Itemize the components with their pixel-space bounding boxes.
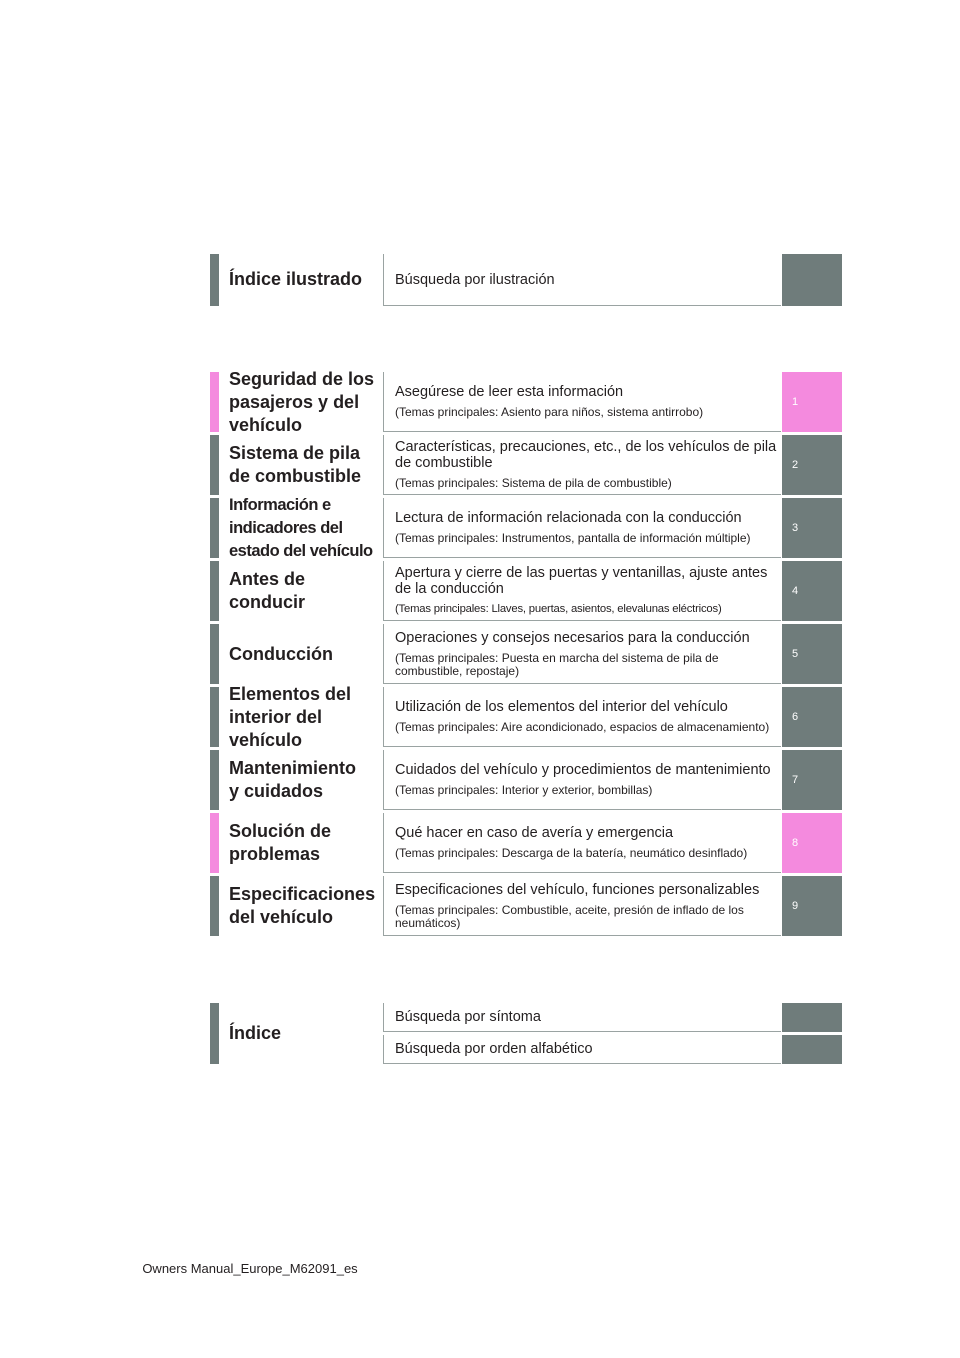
chapter-tab-number: 3 xyxy=(782,498,842,558)
chapter-tab-number: 7 xyxy=(782,750,842,810)
chapter-tab-number: 6 xyxy=(782,687,842,747)
chapter-description xyxy=(383,813,781,873)
chapter-row-9[interactable] xyxy=(210,876,842,936)
chapter-description xyxy=(383,435,781,495)
chapter-row-7[interactable] xyxy=(210,750,842,810)
section-bar xyxy=(210,498,219,558)
chapter-description-main: Cuidados del vehículo y procedimientos de mantenimiento xyxy=(395,762,771,778)
chapter-description-main: Qué hacer en caso de avería y emergencia xyxy=(395,825,674,841)
section-bar xyxy=(210,435,219,495)
section-tab xyxy=(782,1003,842,1032)
chapter-title: Mantenimiento y cuidados xyxy=(229,758,357,801)
chapter-description-main: Especificaciones del vehículo, funciones personalizables xyxy=(395,881,760,898)
chapter-tab-number: 5 xyxy=(782,624,842,684)
section-bar xyxy=(210,372,219,432)
chapter-tab-number: 9 xyxy=(782,876,842,936)
section-bar xyxy=(210,561,219,621)
chapter-description-main: Operaciones y consejos necesarios para la conducción xyxy=(395,629,750,646)
chapter-description-topics: (Temas principales: Llaves, puertas, asientos, elevalunas eléctricos) xyxy=(395,603,722,615)
section-description xyxy=(383,254,781,306)
chapter-description-topics: (Temas principales: Sistema de pila de combustible) xyxy=(395,476,672,490)
chapter-description-topics: (Temas principales: Interior y exterior, bombillas) xyxy=(395,783,653,797)
section-title: Índice xyxy=(229,1023,282,1043)
chapter-description-topics: (Temas principales: Asiento para niños, sistema antirrobo) xyxy=(395,405,704,419)
section-description-main: Búsqueda por ilustración xyxy=(395,271,555,288)
search-option-label: Búsqueda por orden alfabético xyxy=(383,1035,781,1064)
chapter-description xyxy=(383,624,781,684)
chapter-description-topics: (Temas principales: Descarga de la batería, neumático desinflado) xyxy=(395,846,748,860)
chapter-title: Antes de conducir xyxy=(229,569,306,612)
section-tab xyxy=(782,254,842,306)
section-bar xyxy=(210,624,219,684)
chapter-row-6[interactable] xyxy=(210,683,842,750)
footer-text: Owners Manual_Europe_M62091_es xyxy=(142,1261,358,1276)
section-bar xyxy=(210,1003,219,1064)
chapter-tab-number: 4 xyxy=(782,561,842,621)
chapter-description xyxy=(383,750,781,810)
section-bar xyxy=(210,254,219,306)
section-bar xyxy=(210,750,219,810)
section-bar xyxy=(210,813,219,873)
chapter-title: Elementos del interior del vehículo xyxy=(229,683,352,750)
chapter-row-8[interactable] xyxy=(210,813,842,873)
chapter-title: Conducción xyxy=(229,643,333,664)
chapter-description xyxy=(383,561,781,621)
illustrated-index-row[interactable] xyxy=(210,254,842,306)
chapter-description-main: Características, precauciones, etc., de los vehículos de pila de combustible xyxy=(395,439,777,471)
section-bar xyxy=(210,687,219,747)
chapter-title: Información e indicadores del estado del vehículo xyxy=(229,495,373,560)
index-row xyxy=(210,1003,842,1064)
chapter-description-topics: (Temas principales: Aire acondicionado, espacios de almacenamiento) xyxy=(395,720,770,734)
section-title: Índice ilustrado xyxy=(229,269,363,289)
chapter-title: Seguridad de los pasajeros y del vehículo xyxy=(229,368,375,435)
chapter-description xyxy=(383,687,781,747)
chapter-description xyxy=(383,372,781,432)
section-tab xyxy=(782,1035,842,1064)
section-bar xyxy=(210,876,219,936)
chapter-description-main: Asegúrese de leer esta información xyxy=(395,384,624,400)
chapter-description-main: Apertura y cierre de las puertas y ventanillas, ajuste antes de la conducción xyxy=(395,565,768,597)
chapter-tab-number: 2 xyxy=(782,435,842,495)
chapter-tab-number: 1 xyxy=(782,372,842,432)
chapter-row-5[interactable] xyxy=(210,624,842,684)
chapter-row-2[interactable] xyxy=(210,435,842,495)
chapter-description-topics: (Temas principales: Combustible, aceite, presión de inflado de los neumáticos) xyxy=(395,902,744,930)
chapter-row-3[interactable] xyxy=(210,495,842,560)
search-option-label: Búsqueda por síntoma xyxy=(383,1003,781,1032)
search-alphabetical[interactable] xyxy=(383,1035,842,1064)
chapter-description-main: Lectura de información relacionada con la conducción xyxy=(395,510,742,526)
chapter-description-topics: (Temas principales: Instrumentos, pantalla de información múltiple) xyxy=(395,531,751,545)
chapter-description xyxy=(383,876,781,936)
chapter-description-topics: (Temas principales: Puesta en marcha del sistema de pila de combustible, repostaje) xyxy=(395,650,719,678)
chapter-description xyxy=(383,498,781,558)
search-by-symptom[interactable] xyxy=(383,1003,842,1032)
chapter-title: Solución de problemas xyxy=(229,821,332,864)
chapter-description-main: Utilización de los elementos del interior del vehículo xyxy=(395,699,728,715)
chapter-tab-number: 8 xyxy=(782,813,842,873)
chapter-row-4[interactable] xyxy=(210,561,842,621)
chapter-title: Especificaciones del vehículo xyxy=(229,884,376,927)
chapter-row-1[interactable] xyxy=(210,368,842,435)
chapter-title: Sistema de pila de combustible xyxy=(229,443,362,486)
